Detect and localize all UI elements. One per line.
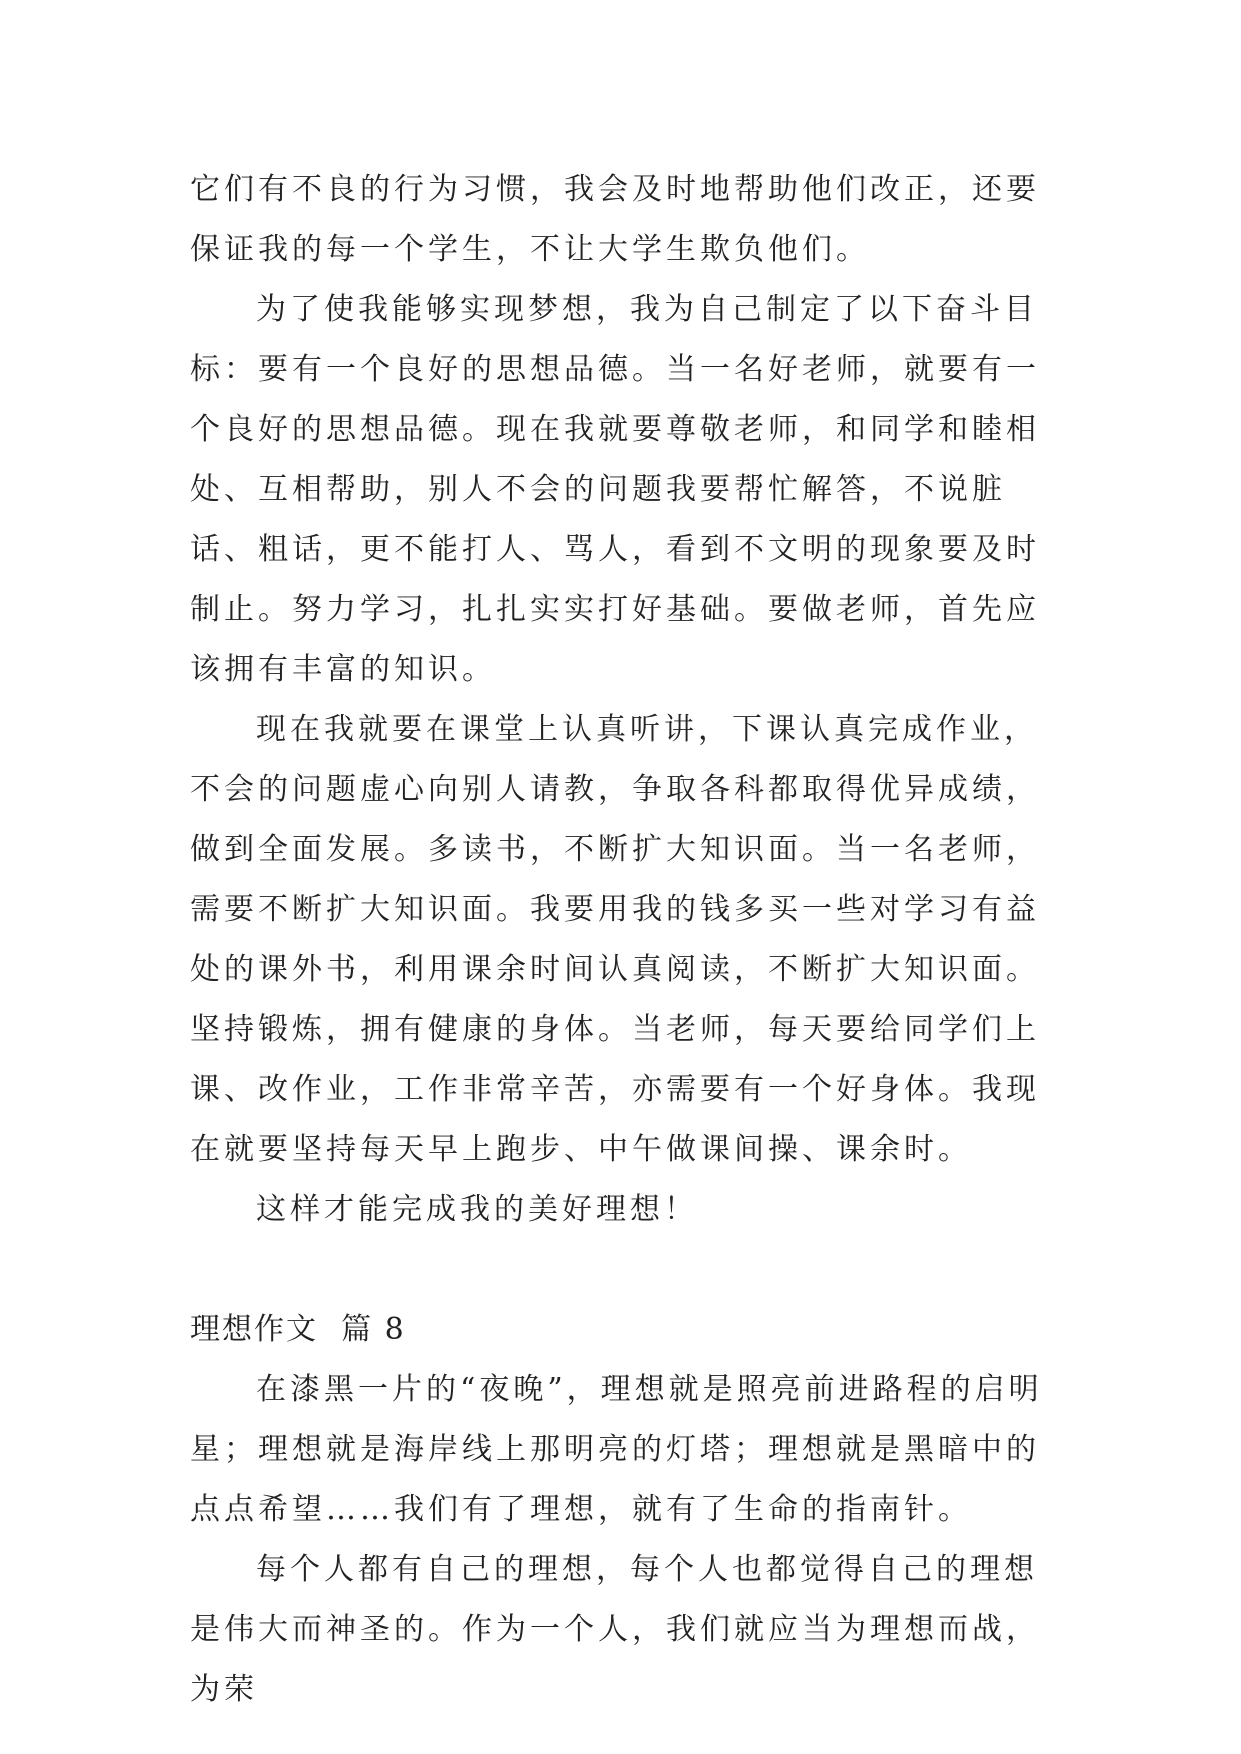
paragraph-5: 在漆黑一片的“夜晚”，理想就是照亮前进路程的启明星；理想就是海岸线上那明亮的灯塔；理想就是黑暗中的点点希望……我们有了理想，就有了生命的指南针。 (190, 1372, 1043, 1527)
paragraph-4: 这样才能完成我的美好理想！ (256, 1192, 698, 1227)
section-heading: 理想作文 篇 8 (190, 1312, 406, 1347)
document-page (190, 160, 1070, 1720)
paragraph-6: 每个人都有自己的理想，每个人也都觉得自己的理想是伟大而神圣的。作为一个人，我们就应当为理想而战，为荣 (190, 1552, 1040, 1707)
paragraph-3: 现在我就要在课堂上认真听讲，下课认真完成作业，不会的问题虚心向别人请教，争取各科都取得优异成绩，做到全面发展。多读书，不断扩大知识面。当一名老师，需要不断扩大知识面。我要用我的钱多买一些对学习有益处的课外书，利用课余时间认真阅读，不断扩大知识面。坚持锻炼，拥有健康的身体。当老师，每天要给同学们上课、改作业，工作非常辛苦，亦需要有一个好身体。我现在就要坚持每天早上跑步、中午做课间操、课余时。 (190, 712, 1040, 1167)
paragraph-1: 它们有不良的行为习惯，我会及时地帮助他们改正，还要保证我的每一个学生，不让大学生欺负他们。 (190, 172, 1040, 267)
paragraph-2: 为了使我能够实现梦想，我为自己制定了以下奋斗目标：要有一个良好的思想品德。当一名好老师，就要有一个良好的思想品德。现在我就要尊敬老师，和同学和睦相处、互相帮助，别人不会的问题我要帮忙解答，不说脏话、粗话，更不能打人、骂人，看到不文明的现象要及时制止。努力学习，扎扎实实打好基础。要做老师，首先应该拥有丰富的知识。 (190, 292, 1040, 687)
section-gap (190, 1240, 1070, 1300)
